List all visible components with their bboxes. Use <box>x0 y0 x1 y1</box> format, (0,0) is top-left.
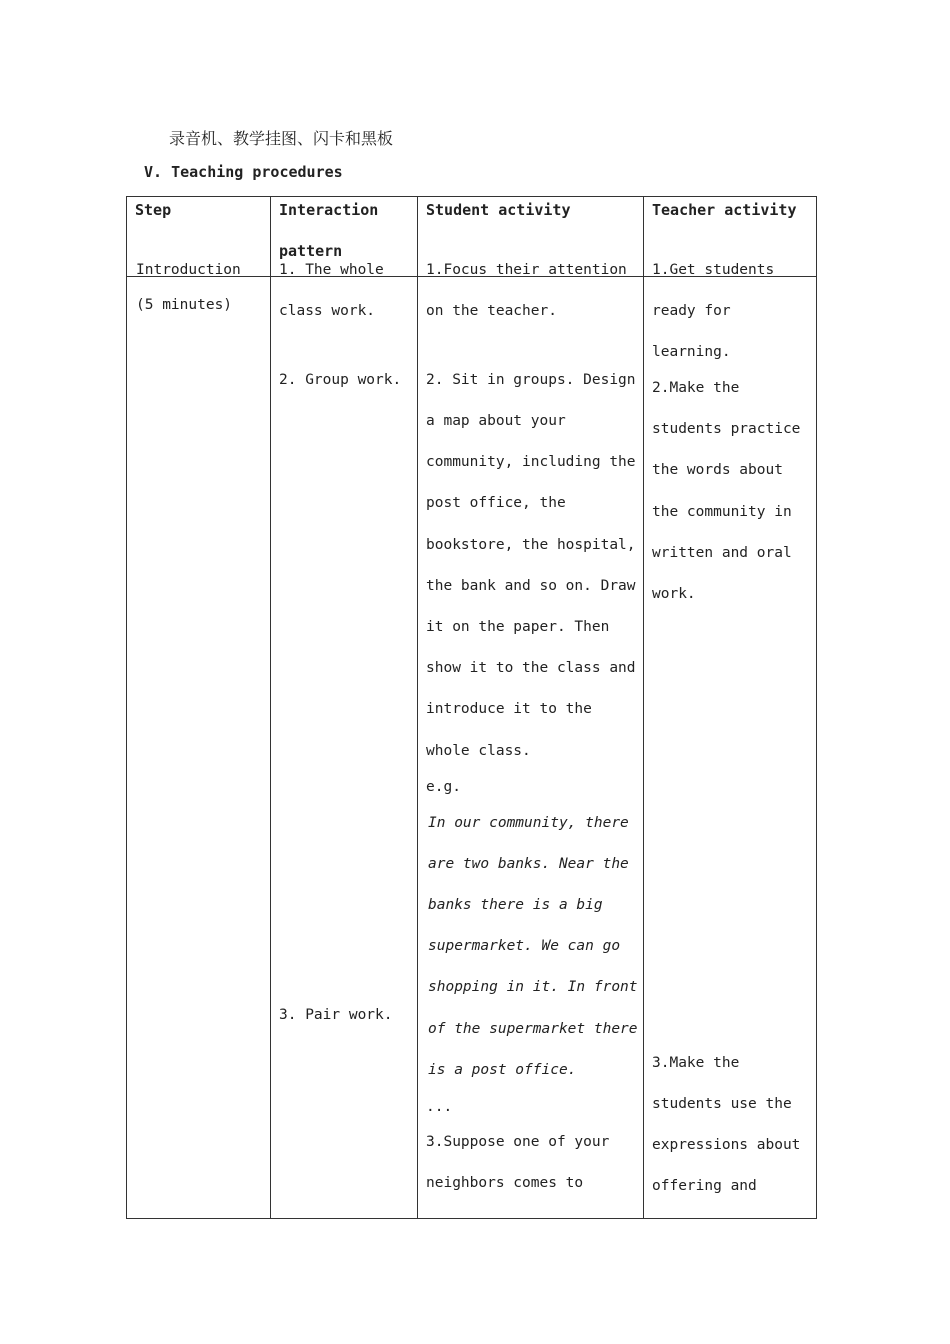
teacher-item3-line: 3.Make the <box>652 1055 740 1071</box>
teacher-item3-line: offering and <box>652 1178 757 1194</box>
student-item2-line: whole class. <box>426 743 531 759</box>
student-example-line: of the supermarket there <box>428 1021 638 1037</box>
student-example-line: supermarket. We can go <box>428 938 621 954</box>
teacher-item1-line: learning. <box>652 344 731 360</box>
student-item1-line: on the teacher. <box>426 303 557 319</box>
teacher-item3-line: expressions about <box>652 1137 801 1153</box>
student-item3-line: 3.Suppose one of your <box>426 1134 610 1150</box>
student-item2-line: show it to the class and <box>426 660 636 676</box>
student-example-line: shopping in it. In front <box>428 979 638 995</box>
student-item2-line: the bank and so on. Draw <box>426 578 636 594</box>
student-item2-line: 2. Sit in groups. Design <box>426 372 636 388</box>
header-teacher-activity: Teacher activity <box>652 201 797 219</box>
student-item2-line: post office, the <box>426 495 566 511</box>
step-name: Introduction <box>136 262 241 278</box>
student-eg-label: e.g. <box>426 779 461 795</box>
section-title: V. Teaching procedures <box>144 163 343 181</box>
student-example-line: banks there is a big <box>428 897 603 913</box>
interaction-item1-line: 1. The whole <box>279 262 384 278</box>
student-activity-cell <box>418 262 644 1219</box>
teacher-item2-line: students practice <box>652 421 801 437</box>
teacher-item1-line: ready for <box>652 303 731 319</box>
interaction-cell <box>271 262 418 1219</box>
teacher-item2-line: written and oral <box>652 545 792 561</box>
student-item2-line: a map about your <box>426 413 566 429</box>
header-student-activity: Student activity <box>426 201 571 219</box>
interaction-item3: 3. Pair work. <box>279 1007 393 1023</box>
step-cell <box>127 262 271 1219</box>
teacher-activity-cell <box>644 262 817 1219</box>
student-item2-line: bookstore, the hospital, <box>426 537 636 553</box>
student-ellipsis: ... <box>426 1099 453 1115</box>
step-duration: (5 minutes) <box>136 297 233 313</box>
interaction-item2: 2. Group work. <box>279 372 402 388</box>
header-interaction-line1: Interaction <box>279 201 379 219</box>
procedures-table <box>126 196 817 1219</box>
teacher-item2-line: the words about <box>652 462 783 478</box>
teacher-item2-line: 2.Make the <box>652 380 740 396</box>
student-example-line: In our community, there <box>428 815 629 831</box>
teacher-item1-line: 1.Get students <box>652 262 775 278</box>
materials-line: 录音机、教学挂图、闪卡和黑板 <box>169 129 394 148</box>
header-interaction-line2: pattern <box>279 242 343 260</box>
teacher-item2-line: the community in <box>652 504 792 520</box>
teacher-item2-line: work. <box>652 586 696 602</box>
student-item2-line: community, including the <box>426 454 636 470</box>
student-example-line: are two banks. Near the <box>428 856 629 872</box>
student-example-line: is a post office. <box>428 1062 577 1078</box>
student-item1-line: 1.Focus their attention <box>426 262 627 278</box>
student-item2-line: it on the paper. Then <box>426 619 610 635</box>
interaction-item1-line: class work. <box>279 303 376 319</box>
introduction-row <box>127 277 817 1219</box>
student-item2-line: introduce it to the <box>426 701 592 717</box>
teacher-item3-line: students use the <box>652 1096 792 1112</box>
header-step: Step <box>135 201 172 219</box>
student-item3-line: neighbors comes to <box>426 1175 584 1191</box>
